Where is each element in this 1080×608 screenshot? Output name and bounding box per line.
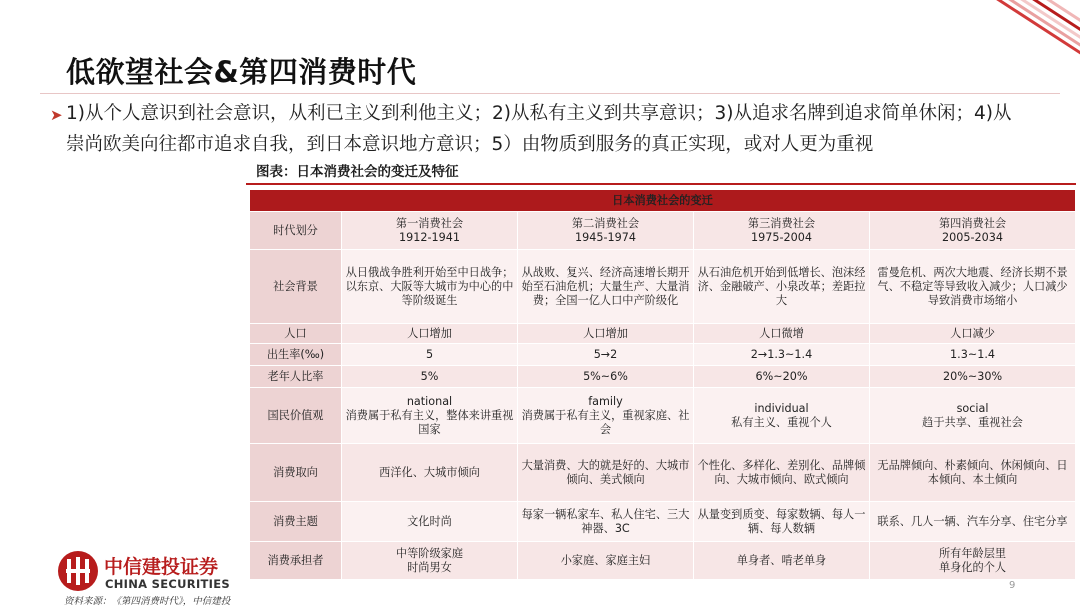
table-cell: 6%~20% <box>694 366 870 388</box>
table-cell: 人口减少 <box>870 324 1076 344</box>
table-cell: 小家庭、家庭主妇 <box>518 542 694 580</box>
figure-rule <box>246 183 1076 185</box>
table-cell: 5% <box>342 366 518 388</box>
table-row <box>250 444 1076 502</box>
corner-decoration <box>990 0 1080 72</box>
table-cell: individual 私有主义、重视个人 <box>694 388 870 444</box>
table-cell: 从石油危机开始到低增长、泡沫经济、金融破产、小泉改革；差距拉大 <box>694 250 870 324</box>
table-row <box>250 324 1076 344</box>
table-cell: 联系、几人一辆、汽车分享、住宅分享 <box>870 502 1076 542</box>
table-cell: 第二消费社会 1945-1974 <box>518 212 694 250</box>
table-cell: 1.3~1.4 <box>870 344 1076 366</box>
page-number: 9 <box>1009 580 1016 591</box>
table-cell: 人口增加 <box>518 324 694 344</box>
table-cell: national 消费属于私有主义，整体来讲重视国家 <box>342 388 518 444</box>
table-cell: 5 <box>342 344 518 366</box>
table-header-row <box>250 190 1076 212</box>
table-cell: 5→2 <box>518 344 694 366</box>
table-cell: 个性化、多样化、差别化、品牌倾向、大城市倾向、欧式倾向 <box>694 444 870 502</box>
row-label: 消费取向 <box>250 444 342 502</box>
table-cell: 第三消费社会 1975-2004 <box>694 212 870 250</box>
table-cell: 20%~30% <box>870 366 1076 388</box>
table-cell: 从量变到质变、每家数辆、每人一辆、每人数辆 <box>694 502 870 542</box>
table-cell: 第四消费社会 2005-2034 <box>870 212 1076 250</box>
arrow-bullet-icon: ➤ <box>50 106 63 124</box>
table-cell: 从日俄战争胜利开始至中日战争；以东京、大阪等大城市为中心的中等阶级诞生 <box>342 250 518 324</box>
bullet-text: 1)从个人意识到社会意识，从利已主义到利他主义；2)从私有主义到共享意识；3)从追求名牌到追求简单休闲；4)从崇尚欧美向往都市追求自我，到日本意识地方意识；5）由物质到服务的真正实现，或对人更为重视 <box>66 103 1012 155</box>
title-divider <box>40 93 1060 94</box>
row-label: 时代划分 <box>250 212 342 250</box>
table-cell: 西洋化、大城市倾向 <box>342 444 518 502</box>
table-cell: 雷曼危机、两次大地震、经济长期不景气、不稳定等导致收入减少；人口减少导致消费市场缩小 <box>870 250 1076 324</box>
table-row <box>250 344 1076 366</box>
page-title: 低欲望社会&第四消费时代 <box>66 55 417 89</box>
table-cell: 2→1.3~1.4 <box>694 344 870 366</box>
table-cell: 从战败、复兴、经济高速增长期开始至石油危机；大量生产、大量消费；全国一亿人口中产阶级化 <box>518 250 694 324</box>
table-cell: family 消费属于私有主义，重视家庭、社会 <box>518 388 694 444</box>
source-note: 资料来源：《第四消费时代》，中信建投 <box>64 596 231 607</box>
row-label: 老年人比率 <box>250 366 342 388</box>
table-cell: 所有年龄层里 单身化的个人 <box>870 542 1076 580</box>
table-row <box>250 366 1076 388</box>
table-row <box>250 212 1076 250</box>
table-cell: 中等阶级家庭 时尚男女 <box>342 542 518 580</box>
consumption-table <box>249 189 1076 580</box>
figure-title: 图表：日本消费社会的变迁及特征 <box>256 164 459 180</box>
table-row <box>250 502 1076 542</box>
table-header: 日本消费社会的变迁 <box>250 190 1076 212</box>
row-label: 消费承担者 <box>250 542 342 580</box>
table-cell: 无品牌倾向、朴素倾向、休闲倾向、日本倾向、本土倾向 <box>870 444 1076 502</box>
table-row <box>250 250 1076 324</box>
table-row <box>250 388 1076 444</box>
logo-chinese-name: 中信建投证券 <box>104 556 219 578</box>
table-cell: 5%~6% <box>518 366 694 388</box>
table-cell: 文化时尚 <box>342 502 518 542</box>
table-cell: 单身者、啃老单身 <box>694 542 870 580</box>
table-cell: 每家一辆私家车、私人住宅、三大神器、3C <box>518 502 694 542</box>
row-label: 社会背景 <box>250 250 342 324</box>
row-label: 消费主题 <box>250 502 342 542</box>
table-cell: 第一消费社会 1912-1941 <box>342 212 518 250</box>
bullet-paragraph <box>50 98 1026 160</box>
row-label: 出生率(‰) <box>250 344 342 366</box>
table-cell: 大量消费、大的就是好的、大城市倾向、美式倾向 <box>518 444 694 502</box>
row-label: 国民价值观 <box>250 388 342 444</box>
logo-english-name: CHINA SECURITIES <box>105 577 230 591</box>
table-cell: social 趋于共享、重视社会 <box>870 388 1076 444</box>
row-label: 人口 <box>250 324 342 344</box>
table-cell: 人口微增 <box>694 324 870 344</box>
table-cell: 人口增加 <box>342 324 518 344</box>
table-row <box>250 542 1076 580</box>
citic-logo-icon <box>58 551 98 591</box>
